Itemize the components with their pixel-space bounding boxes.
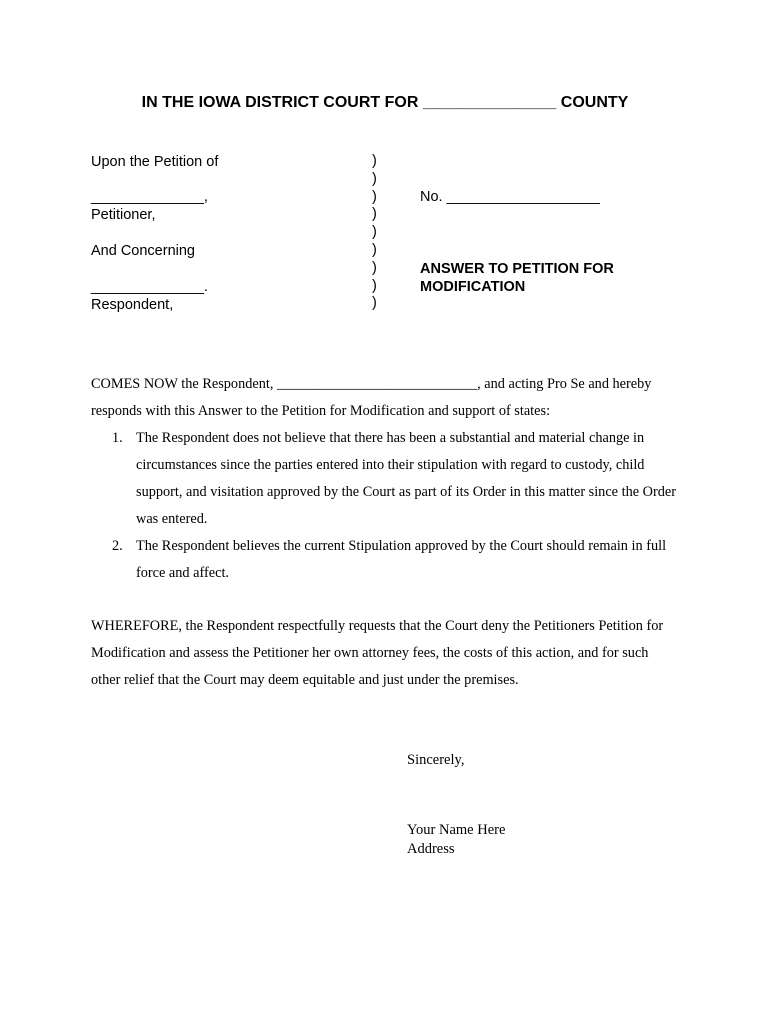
list-item-number: 2. xyxy=(112,538,123,554)
list-item-text: The Respondent believes the current Stipulation approved by the Court should remain in full force and affect. xyxy=(136,538,667,581)
respondent-name-blank: ______________. xyxy=(91,279,208,295)
paren: ) xyxy=(372,170,377,187)
court-title: IN THE IOWA DISTRICT COURT FOR _______________ COUNTY xyxy=(141,94,629,111)
closing: Sincerely, xyxy=(407,752,465,768)
petitioner-name-blank: ______________, xyxy=(91,189,208,205)
paren: ) xyxy=(372,224,377,241)
list-item xyxy=(91,425,681,533)
respondent-label: Respondent, xyxy=(91,297,174,313)
list-item-text: The Respondent does not believe that there has been a substantial and material change in circumstances since the parties entered into their stipulation with regard to custody, child support, and visitation approved by the Court as part of its Order in this matter since the Order was entered. xyxy=(136,430,676,527)
and-concerning-label: And Concerning xyxy=(91,243,195,259)
document-title-line1: ANSWER TO PETITION FOR xyxy=(420,261,614,277)
petitioner-label: Petitioner, xyxy=(91,207,156,223)
case-number: No. ___________________ xyxy=(420,189,600,205)
paren: ) xyxy=(372,153,377,169)
signer-address: Address xyxy=(407,841,455,857)
wherefore-paragraph: WHEREFORE, the Respondent respectfully requests that the Court deny the Petitioners Petition for Modification and assess the Petitioner her own attorney fees, the costs of this action, and for such other relief that the Court may deem equitable and just under the premises. xyxy=(91,618,664,688)
paren: ) xyxy=(372,241,377,258)
numbered-list xyxy=(91,425,681,587)
paren: ) xyxy=(372,206,377,223)
list-item-number: 1. xyxy=(112,430,123,446)
paren: ) xyxy=(372,295,377,312)
document-title-line2: MODIFICATION xyxy=(420,278,526,295)
document-title xyxy=(420,261,614,296)
upon-petition-label: Upon the Petition of xyxy=(91,154,219,170)
paren: ) xyxy=(372,188,377,205)
caption-divider xyxy=(372,153,377,313)
intro-paragraph: COMES NOW the Respondent, ____________________________, and acting Pro Se and hereby responds with this Answer to the Petition for Modification and support of states: xyxy=(91,376,652,419)
signer-name: Your Name Here xyxy=(407,822,506,838)
paren: ) xyxy=(372,259,377,276)
paren: ) xyxy=(372,277,377,294)
list-item xyxy=(91,533,681,587)
